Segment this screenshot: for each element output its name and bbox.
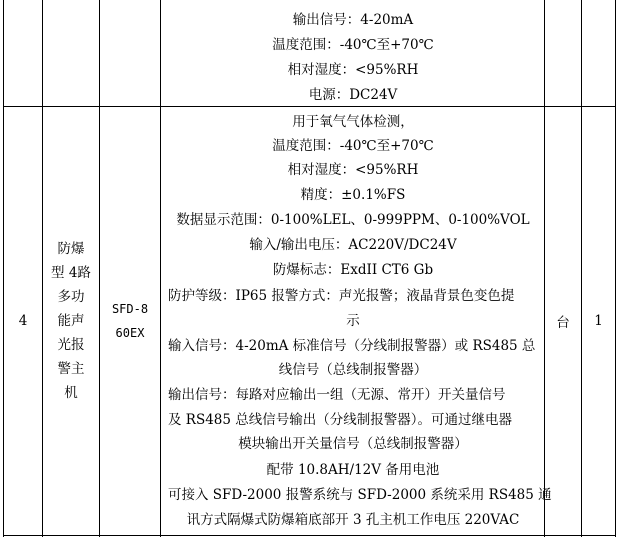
column-divider	[160, 0, 161, 537]
desc-line: 防护等级：IP65 报警方式：声光报警；液晶背景色变色提	[168, 288, 515, 304]
product-model	[100, 107, 160, 535]
quantity	[582, 107, 615, 535]
desc-line: 及 RS485 总线信号输出（分线制报警器）。可通过继电器	[168, 412, 513, 428]
desc-line: 温度范围：-40℃至+70℃	[272, 138, 434, 154]
desc-line: 模块输出开关量信号（总线制报警器）	[238, 436, 468, 452]
product-name-line: 警主	[57, 361, 85, 377]
product-model-line: SFD-8	[111, 302, 149, 316]
desc-line: 精度：±0.1%FS	[300, 187, 406, 203]
desc-line: 用于氧气气体检测，	[292, 114, 414, 130]
table-border-right	[615, 0, 616, 537]
desc-line: 可接入 SFD-2000 报警系统与 SFD-2000 系统采用 RS485 通	[168, 487, 552, 503]
prev-desc-line: 温度范围：-40℃至+70℃	[272, 37, 434, 53]
product-name-line: 防爆	[57, 241, 85, 257]
product-name-line: 光报	[57, 337, 85, 353]
product-name	[43, 107, 99, 535]
unit	[545, 107, 581, 535]
prev-desc-line: 相对湿度：<95%RH	[287, 62, 419, 78]
prev-desc-line: 输出信号：4-20mA	[292, 12, 414, 28]
desc-line: 数据显示范围：0-100%LEL、0-999PPM、0-100%VOL	[176, 212, 530, 228]
quantity-value: 1	[594, 313, 603, 329]
desc-line: 防爆标志：ExdII CT6 Gb	[272, 262, 434, 278]
prev-desc-line: 电源：DC24V	[308, 87, 398, 103]
product-name-line: 多功	[57, 289, 85, 305]
row-index-value: 4	[18, 313, 28, 329]
desc-line: 线信号（总线制报警器）	[278, 362, 428, 378]
desc-line: 示	[346, 313, 360, 329]
desc-line: 配带 10.8AH/12V 备用电池	[266, 462, 440, 478]
product-name-line: 型 4路	[51, 265, 91, 281]
product-name-line: 机	[64, 385, 78, 401]
desc-line: 讯方式隔爆式防爆箱底部开 3 孔主机工作电压 220VAC	[186, 512, 520, 528]
unit-value: 台	[556, 315, 570, 331]
product-model-line: 60EX	[115, 326, 145, 340]
desc-line: 输入/输出电压：AC220V/DC24V	[249, 237, 457, 253]
desc-line: 相对湿度：<95%RH	[287, 162, 419, 178]
row-index	[4, 107, 42, 535]
table-border-bottom	[3, 535, 616, 536]
desc-line: 输出信号：每路对应输出一组（无源、常开）开关量信号	[168, 387, 506, 403]
product-name-line: 能声	[57, 313, 85, 329]
desc-line: 输入信号：4-20mA 标准信号（分线制报警器）或 RS485 总	[168, 338, 536, 354]
